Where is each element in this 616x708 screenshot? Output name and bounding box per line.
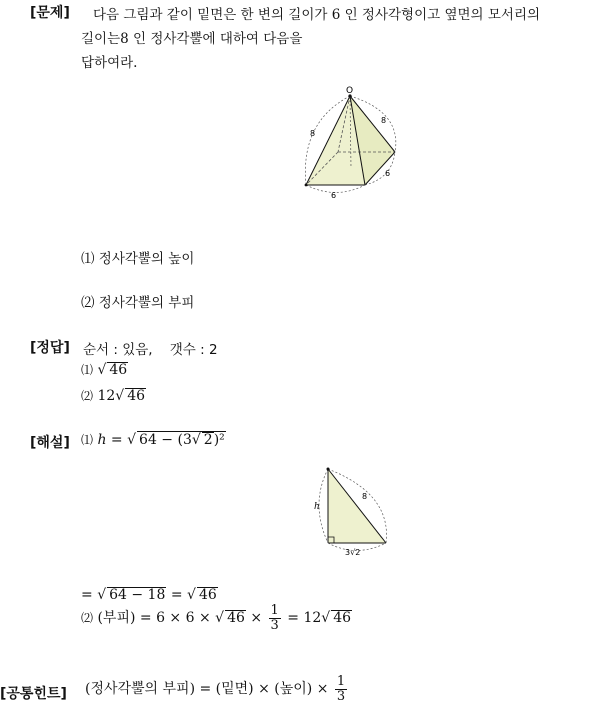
volume-result-coefficient: = 12 (287, 610, 322, 627)
hint-formula (85, 675, 349, 703)
answer-2: ⑵ 12√ 46 (81, 388, 146, 404)
explanation-line-3: ⑵ (부피) = 6 × 6 × √ 46 × $\frac{1}{3}$ = 12√ 46 (81, 603, 352, 633)
question-line-3: 답하여라. (81, 55, 138, 71)
explanation-line-2: = √ 64 − 18 = √ 46 (81, 587, 217, 603)
times-sign: × (250, 610, 263, 627)
edge-right-label: 8 (381, 116, 387, 125)
question-line-2: 길이는8 인 정사각뿔에 대하여 다음을 (81, 31, 303, 47)
height-label: h (314, 502, 320, 512)
hint-numerator: 1 (336, 674, 346, 689)
radicand-46: 46 (198, 587, 217, 603)
hint-denominator: 3 (336, 688, 346, 704)
question-part-2: ⑵ 정사각뿔의 부피 (81, 295, 195, 311)
answer-1-number: ⑴ (81, 363, 94, 377)
equals-sign: = (81, 587, 93, 603)
explanation-label: [해설] (30, 435, 70, 451)
side-bottom-label: 6 (331, 191, 337, 200)
apex-label: O (346, 86, 354, 96)
explanation-line-1: ⑴ h = √ 64 − (3√ 2)² (81, 432, 225, 448)
hint-text: (정사각뿔의 부피) = (밑면) × (높이) × (85, 681, 329, 698)
answer-meta: 순서 : 있음, 갯수 : 2 (83, 342, 218, 358)
question-label: [문제] (30, 5, 70, 21)
pyramid-figure (296, 82, 408, 202)
answer-2-radicand: 46 (127, 388, 146, 404)
side-right-label: 6 (385, 169, 391, 178)
answer-1-radicand: 46 (109, 362, 128, 378)
hint-fraction (335, 675, 347, 703)
volume-expression: (부피) = 6 × 6 × (97, 610, 211, 627)
radicand-part-a: 64 − (3 (139, 432, 192, 448)
hypotenuse-label: 8 (362, 492, 368, 501)
question-part-1: ⑴ 정사각뿔의 높이 (81, 251, 195, 267)
fraction-one-third (269, 604, 281, 632)
height-equation-lhs: h = (97, 432, 123, 448)
fraction-denominator: 3 (270, 617, 279, 633)
right-triangle-figure (304, 464, 392, 558)
volume-result-radicand: 46 (333, 610, 352, 627)
equals-sign-2: = (170, 587, 183, 603)
answer-2-number: ⑵ (81, 389, 94, 403)
fraction-numerator: 1 (270, 603, 279, 618)
volume-radicand: 46 (227, 610, 245, 627)
answer-label: [정답] (30, 340, 70, 356)
radicand-64-minus-18: 64 − 18 (109, 587, 166, 603)
base-label: 3√2 (345, 548, 361, 557)
answer-1: ⑴ √ 46 (81, 362, 128, 378)
answer-2-coefficient: 12 (97, 388, 116, 404)
hint-label: [공통힌트] (0, 686, 67, 702)
inner-radicand: 2 (203, 432, 213, 448)
explanation-2-number: ⑵ (81, 611, 94, 626)
question-line-1: 다음 그림과 같이 밑면은 한 변의 길이가 6 인 정사각형이고 옆면의 모서리의 (93, 7, 541, 23)
edge-left-label: 8 (310, 129, 316, 138)
radicand-part-b: )² (213, 432, 225, 448)
explanation-1-number: ⑴ (81, 433, 94, 447)
